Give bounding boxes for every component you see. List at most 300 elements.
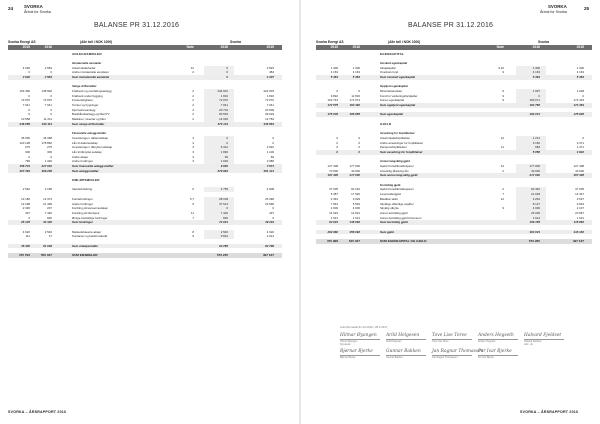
page-footer: SVORKA – ÅRSRAPPORT 2016 <box>8 410 67 414</box>
cell-label: Leverandørgjeld <box>380 192 401 197</box>
cell-note: 11 <box>500 145 504 150</box>
cell-year-4: 451 141 <box>263 168 274 173</box>
cell-year-1: 12 198 <box>21 201 30 206</box>
cell-year-4: 25 396 <box>265 196 274 201</box>
cell-year-3: 26 039 <box>531 210 540 215</box>
cell-year-2: 4 000 <box>352 206 360 211</box>
cell-label: Finansielle anleggsmidler <box>72 131 107 136</box>
brand-name: SVORKA <box>24 4 43 9</box>
cell-year-2: 5 463 <box>352 74 360 79</box>
cell-year-4: 12 784 <box>265 117 274 122</box>
cell-note: 9 <box>502 70 504 75</box>
cell-label: Maskiner, inventar og biler <box>72 117 106 122</box>
signatory-name: Anders Hegseth <box>478 340 496 343</box>
cell-year-1: 35 000 <box>21 135 30 140</box>
cell-year-1: 111 <box>25 234 30 239</box>
cell-year-2: 7 041 <box>44 103 52 108</box>
cell-note: 12 <box>500 164 504 168</box>
cell-year-2: 21 499 <box>43 201 52 206</box>
cell-label: Andre aksjer <box>72 154 89 159</box>
header-company: Svorka Energi AS <box>316 40 344 44</box>
cell-year-2: 42 320 <box>43 220 52 225</box>
cell-label: Kortsiktig gjeld <box>380 182 401 187</box>
cell-year-3: 93 265 <box>219 243 228 248</box>
cell-year-4: 1 100 <box>266 149 274 154</box>
cell-year-1: 4 630 <box>22 74 30 79</box>
cell-note: 12 <box>190 65 194 70</box>
cell-year-4: 318 182 <box>573 229 584 234</box>
cell-year-1: 0 <box>28 107 30 112</box>
cell-year-3: 7 420 <box>220 210 228 215</box>
cell-year-4: 7 971 <box>266 164 274 168</box>
handwritten-signature: Per Ivar Bjerke <box>478 349 512 354</box>
balance-table-equity-liabilities <box>316 40 592 244</box>
cell-year-1: 172 575 <box>327 103 338 108</box>
cell-year-2: 46 398 <box>43 135 52 140</box>
cell-year-1: 2 540 <box>22 187 30 192</box>
cell-label: Sum avsetning for forpliktelser <box>380 149 423 154</box>
cell-year-1: 275 <box>25 145 30 150</box>
cell-year-1: 4 163 <box>330 70 338 75</box>
cell-label: Skyldige offentlige avgifter <box>380 201 414 206</box>
cell-year-4: 1 631 <box>576 215 584 220</box>
col-year-3: 2016 <box>532 45 540 50</box>
cell-year-4: 72 970 <box>265 98 274 103</box>
cell-year-3: 4 000 <box>532 206 540 211</box>
cell-year-3: 83 563 <box>219 112 228 117</box>
cell-label: Fond for vurderingsforskjeller <box>380 93 418 98</box>
cell-note: 2 <box>192 89 194 93</box>
cell-year-3: 6 312 <box>220 145 228 150</box>
cell-note: 6 <box>192 187 194 192</box>
page-title: BALANSE PR 31.12.2016 <box>408 22 494 29</box>
cell-label: Fordring på konsernselskap <box>72 206 108 211</box>
column-header-bar <box>316 45 592 50</box>
cell-note: 9 <box>502 93 504 98</box>
cell-label: Annen kortsiktig gjeld til konsern <box>380 215 422 220</box>
cell-year-2: 72 970 <box>43 98 52 103</box>
cell-year-2: 81 038 <box>43 243 52 248</box>
cell-year-1: 4 630 <box>22 65 30 70</box>
cell-year-3: 69 <box>224 154 228 159</box>
signatory-name: Arild Helgesen <box>386 340 402 343</box>
cell-year-1: 407 393 <box>19 168 30 173</box>
cell-year-3: 92 440 <box>531 187 540 192</box>
col-year-4: 2015 <box>576 45 584 50</box>
cell-year-1: 70 000 <box>329 168 338 173</box>
signatory-role: Adm. dir. <box>524 343 534 346</box>
cell-note: 11 <box>190 210 194 215</box>
handwritten-signature: Gunnar Bakken <box>386 349 421 354</box>
cell-year-2: 0 <box>358 145 360 150</box>
cell-year-2: 3 029 <box>352 196 360 201</box>
handwritten-signature: Tove Lise Torve <box>432 333 467 338</box>
cell-note: 9,10 <box>498 65 504 70</box>
cell-year-1: 0 <box>28 215 30 220</box>
cell-year-2: 138 092 <box>349 220 360 225</box>
cell-year-3: 9 840 <box>220 164 228 168</box>
cell-year-3: 37 613 <box>219 201 228 206</box>
cell-label: OMLØPSMIDLER <box>72 178 100 183</box>
cell-year-4: 497 137 <box>262 253 274 258</box>
cell-note: 2 <box>192 98 194 103</box>
cell-year-4: 20 609 <box>265 107 274 112</box>
cell-note: 3 <box>192 154 194 159</box>
cell-year-4: 438 863 <box>263 121 274 126</box>
cell-year-3: 159 155 <box>529 220 540 225</box>
cell-year-4: 4 163 <box>576 70 584 75</box>
cell-year-3: 1 614 <box>532 215 540 220</box>
cell-label: Andre fordringer <box>72 201 93 206</box>
cell-label: Kontanter og bankinnskudd <box>72 234 108 239</box>
cell-note: 2 <box>192 117 194 122</box>
cell-year-3: 8 127 <box>532 201 540 206</box>
cell-year-3: 2 540 <box>220 229 228 234</box>
cell-year-2: 240 114 <box>41 121 52 126</box>
cell-year-4: 127 408 <box>573 164 584 168</box>
cell-year-3: 3 264 <box>532 196 540 201</box>
cell-year-3: 28 109 <box>219 196 228 201</box>
cell-year-3: 183 671 <box>529 98 540 103</box>
col-note: Note <box>186 45 194 50</box>
cell-label: SUM EGENKAPITAL OG GJELD <box>380 239 427 243</box>
cell-year-3: 40 000 <box>531 168 540 173</box>
cell-year-1: 470 793 <box>18 253 30 258</box>
cell-year-2: 171 674 <box>349 98 360 103</box>
cell-year-3: 7 041 <box>220 103 228 108</box>
cell-year-2: 0 <box>50 112 52 117</box>
cell-year-2: 11 816 <box>351 93 360 98</box>
cell-label: Andre immaterielle eiendeler <box>72 70 109 75</box>
page-number: 24 <box>8 6 14 11</box>
cell-year-2: 356 092 <box>349 229 360 234</box>
cell-label: Varebeholdning <box>72 187 93 192</box>
cell-label: Sum varige driftsmidler <box>72 121 105 126</box>
cell-year-1: 162 743 <box>327 98 338 103</box>
column-header-bar <box>8 45 282 50</box>
cell-year-3: 573 265 <box>528 239 540 243</box>
cell-year-4: 0 <box>272 135 274 140</box>
cell-year-2: 0 <box>50 70 52 75</box>
cell-label: Avsetning for forpliktelser <box>380 131 415 136</box>
cell-year-2: 92 140 <box>351 187 360 192</box>
cell-note: 2 <box>192 107 194 112</box>
cell-year-2: 1 320 <box>44 159 52 164</box>
cell-year-4: 1 028 <box>576 89 584 93</box>
handwritten-signature: Jan Ragnar Thomassen <box>432 349 484 354</box>
cell-label: Markedsbaserte aksjer <box>72 229 102 234</box>
cell-year-1: 9 832 <box>330 93 338 98</box>
cell-label: Betalbar skatt <box>380 196 398 201</box>
cell-year-1: 437 <box>25 210 30 215</box>
cell-label: Annen egenkapital <box>380 98 404 103</box>
cell-year-1: 153 490 <box>19 89 30 93</box>
balance-table-assets <box>8 40 282 258</box>
cell-year-4: 2 637 <box>576 196 584 201</box>
cell-year-4: 224 003 <box>263 89 274 93</box>
cell-label: ANLEGGSMIDLER <box>72 51 102 56</box>
cell-year-4: 172 433 <box>573 98 584 103</box>
signatory-name: Gunnar Bakken <box>386 356 403 359</box>
cell-label: Kraftverk under bygging <box>72 93 103 98</box>
cell-year-1: 0 <box>28 93 30 98</box>
cell-note: 3 <box>192 145 194 150</box>
cell-year-2: 275 <box>47 145 52 150</box>
cell-note: 2 <box>502 187 504 192</box>
cell-note: 2 <box>502 168 504 173</box>
cell-year-4: 484 <box>269 70 274 75</box>
handwritten-signature: Halvard Fjeldset <box>524 333 562 338</box>
page-title: BALANSE PR 31.12.2016 <box>94 22 180 29</box>
header-unit: (Alle tall i NOK 1000) <box>388 40 421 44</box>
cell-year-1: 7 943 <box>330 201 338 206</box>
cell-year-4: 2 922 <box>266 145 274 150</box>
cell-year-3: 470 143 <box>217 121 228 126</box>
cell-year-4: 167 408 <box>573 173 584 178</box>
cell-label: Utsatt skatteforpliktelse <box>380 135 410 140</box>
cell-year-2: 11 211 <box>43 117 52 122</box>
page-number: 25 <box>584 6 590 11</box>
handwritten-signature: Bjørnar Bjerke <box>340 349 373 354</box>
cell-year-3: 74 001 <box>219 220 228 225</box>
cell-year-4: 40 000 <box>575 168 584 173</box>
cell-year-2: 2 195 <box>44 187 52 192</box>
cell-year-2: 820 <box>47 215 52 220</box>
cell-note: 9 <box>192 234 194 239</box>
cell-label: Fordring på Nordpool <box>72 210 100 215</box>
cell-label: Sum egenkapital <box>380 112 403 117</box>
cell-note: 3 <box>192 149 194 154</box>
cell-label: Sum gjeld <box>380 229 394 234</box>
cell-year-1: 0 <box>336 149 338 154</box>
cell-label: Øvrige kortsiktige fordringer <box>72 215 108 220</box>
cell-year-4: 173 463 <box>573 103 584 108</box>
cell-year-1: 13 180 <box>21 196 30 201</box>
cell-label: SUM EIENDELER <box>72 253 98 258</box>
cell-year-2: 0 <box>50 93 52 98</box>
cell-year-2: 12 374 <box>43 196 52 201</box>
cell-label: Innskutt egenkapital <box>380 60 408 65</box>
cell-label: Sum anleggsmidler <box>72 168 99 173</box>
cell-year-3: 383 033 <box>529 229 540 234</box>
cell-year-1: 0 <box>336 145 338 150</box>
cell-year-2: 227 010 <box>41 164 52 168</box>
brand-subtitle: Årbok for Svorka <box>540 9 567 14</box>
page-footer: SVORKA – ÅRSRAPPORT 2016 <box>520 410 579 414</box>
cell-note: 9 <box>502 89 504 93</box>
cell-year-4: 69 029 <box>265 112 274 117</box>
cell-year-2: 1 614 <box>352 215 360 220</box>
cell-label: Gjeld til kredittinstitusjoner <box>380 164 414 168</box>
cell-year-3: 20 704 <box>219 107 228 112</box>
cell-note: 12 <box>500 135 504 140</box>
handwritten-signature: Anders Hegseth <box>478 333 514 338</box>
cell-year-2: 300 <box>47 149 52 154</box>
cell-label: Bredbåndsanlegg og fiber/TV <box>72 112 110 117</box>
cell-label: Annen langsiktig gjeld <box>380 159 410 164</box>
cell-label: Sum annen langsiktig gjeld <box>380 173 418 178</box>
handwritten-signature: Hilmar Øyangen <box>340 333 377 338</box>
cell-year-4: 3 471 <box>576 140 584 145</box>
cell-year-4: 3 080 <box>266 159 274 164</box>
cell-year-2: 177 000 <box>349 164 360 168</box>
cell-year-2: 2 540 <box>44 229 52 234</box>
cell-label: Tomter og bygninger <box>72 103 99 108</box>
cell-year-3: 234 901 <box>217 89 228 93</box>
cell-year-3: 573 245 <box>216 253 228 258</box>
cell-year-1: 300 <box>25 149 30 154</box>
cell-label: Opptjent egenkapital <box>380 84 408 89</box>
cell-label: Lån til tilknyttet selskap <box>72 149 102 154</box>
cell-year-1: 0 <box>336 89 338 93</box>
cell-label: Annen kortsiktig gjeld <box>380 210 408 215</box>
cell-year-3: 177 000 <box>529 164 540 168</box>
cell-note: 2 <box>192 112 194 117</box>
cell-year-1: 4 620 <box>22 229 30 234</box>
cell-year-3: 820 <box>223 215 228 220</box>
cell-year-3: 184 768 <box>529 103 540 108</box>
cell-year-4: 0 <box>582 135 584 140</box>
cell-note: 3 <box>192 135 194 140</box>
cell-year-2: 183 492 <box>349 103 360 108</box>
cell-year-2: 17 <box>48 234 52 239</box>
cell-label: Lån til datterselskap <box>72 140 98 145</box>
cell-year-1: 7 041 <box>22 103 30 108</box>
page-spine <box>299 0 301 424</box>
cell-year-4: 2 107 <box>576 206 584 211</box>
cell-label: Minoritetsandeler <box>380 89 403 93</box>
cell-year-3: 0 <box>226 206 228 211</box>
cell-year-1: 2 330 <box>22 206 30 211</box>
cell-year-1: 0 <box>28 154 30 159</box>
cell-year-2: 2 584 <box>44 74 52 79</box>
cell-year-4: 0 <box>272 215 274 220</box>
cell-year-3: 21 018 <box>531 192 540 197</box>
cell-year-1: 0 <box>336 140 338 145</box>
cell-year-1: 1 300 <box>330 65 338 70</box>
cell-year-4: 0 <box>272 140 274 145</box>
cell-year-4: 7 041 <box>266 103 274 108</box>
cell-year-3: 0 <box>538 93 540 98</box>
cell-year-2: 545 047 <box>348 239 360 243</box>
cell-year-2: 0 <box>50 154 52 159</box>
cell-note: 3 <box>192 159 194 164</box>
cell-label: Ansvarlig lån/øvrig lån <box>380 168 409 173</box>
cell-year-4: 60 796 <box>265 243 274 248</box>
signatory-name: Bjørnar Bjerke <box>340 356 356 359</box>
cell-year-4: 69 <box>270 154 274 159</box>
cell-year-1: 127 408 <box>327 164 338 168</box>
cell-label: Kundefordringer <box>72 196 93 201</box>
cell-year-4: 497 137 <box>572 239 584 243</box>
cell-year-2: 17 520 <box>351 192 360 197</box>
signature-place-date: Aure/Surnadal 31.12.2016 / 28.4.2017 <box>340 325 388 329</box>
cell-year-2: 4 163 <box>352 70 360 75</box>
cell-year-4: 9 934 <box>576 201 584 206</box>
cell-year-3: 72 970 <box>219 98 228 103</box>
cell-year-3: 4 163 <box>532 70 540 75</box>
cell-label: Skyldig utbytte <box>380 206 399 211</box>
cell-year-4: 0 <box>272 206 274 211</box>
cell-year-1: 72 970 <box>21 98 30 103</box>
cell-year-1: 37 005 <box>329 187 338 192</box>
cell-label: Andre fordringer <box>72 159 93 164</box>
cell-year-2: 188 955 <box>349 112 360 117</box>
cell-year-3: 4 759 <box>220 187 228 192</box>
brand-subtitle: Årbok for Svorka <box>24 9 51 14</box>
col-year-3: 2016 <box>220 45 228 50</box>
cell-year-1: 5 463 <box>330 74 338 79</box>
cell-year-2: 2 584 <box>44 65 52 70</box>
cell-year-3: 1 629 <box>220 159 228 164</box>
cell-year-1: 5 357 <box>330 192 338 197</box>
cell-year-4: 49 219 <box>265 220 274 225</box>
right-page <box>310 0 600 424</box>
cell-year-2: 14 931 <box>351 210 360 215</box>
cell-label: Sum innskutt egenkapital <box>380 74 416 79</box>
col-year-4: 2015 <box>266 45 274 50</box>
table-body <box>316 52 592 244</box>
cell-year-4: 20 967 <box>575 210 584 215</box>
cell-year-1: 28 145 <box>21 220 30 225</box>
cell-year-4: 437 <box>269 210 274 215</box>
cell-year-1: 2 000 <box>330 206 338 211</box>
header-group: Svorka <box>230 40 241 44</box>
cell-label: Sum finansielle anleggsmidler <box>72 164 114 168</box>
cell-year-3: 479 983 <box>217 168 228 173</box>
cell-year-1: 790 <box>25 159 30 164</box>
cell-year-2: 0 <box>358 140 360 145</box>
cell-year-2: 217 000 <box>349 173 360 178</box>
cell-year-3: 217 000 <box>529 173 540 178</box>
cell-year-3: 1 300 <box>532 65 540 70</box>
cell-year-1: 178 038 <box>327 112 338 117</box>
cell-year-1: 1 631 <box>330 215 338 220</box>
cell-year-4: 1 471 <box>576 145 584 150</box>
header-unit: (Alle tall i NOK 1000) <box>80 40 113 44</box>
col-year-2: 2016 <box>352 45 360 50</box>
cell-note: 12 <box>500 196 504 201</box>
cell-year-2: 178 882 <box>41 140 52 145</box>
signatory-name: Hilmar Øyangen <box>340 340 358 343</box>
cell-year-4: 1 816 <box>266 93 274 98</box>
cell-year-2: 207 <box>47 206 52 211</box>
signatory-name: Tove Lise Torve <box>432 340 449 343</box>
cell-year-1: 156 733 <box>19 164 30 168</box>
cell-year-1: 120 138 <box>19 140 30 145</box>
cell-label: Sum immaterielle eiendeler <box>72 74 110 79</box>
cell-label: Sum opptjent egenkapital <box>380 103 416 108</box>
cell-year-2: 0 <box>358 135 360 140</box>
cell-year-2: 550 047 <box>40 253 52 258</box>
cell-year-3: 0 <box>226 135 228 140</box>
cell-year-1: 35 300 <box>21 243 30 248</box>
signatory-name: Per Ivar Bjerke <box>478 356 494 359</box>
cell-label: Aksjekapital <box>380 65 396 70</box>
cell-note: 2 <box>192 103 194 108</box>
total-row <box>8 253 282 258</box>
cell-year-3: 14 026 <box>219 117 228 122</box>
cell-year-3: 1 830 <box>220 149 228 154</box>
table-body <box>8 52 282 258</box>
cell-note: 2 <box>192 93 194 98</box>
handwritten-signature: Arild Helgesen <box>386 333 420 338</box>
cell-year-4: 4 908 <box>266 187 274 192</box>
cell-label: Gjeld til kredittinstitusjoner <box>380 187 414 192</box>
header-group: Svorka <box>538 40 549 44</box>
running-header <box>24 5 51 14</box>
cell-year-3: 0 <box>226 140 228 145</box>
